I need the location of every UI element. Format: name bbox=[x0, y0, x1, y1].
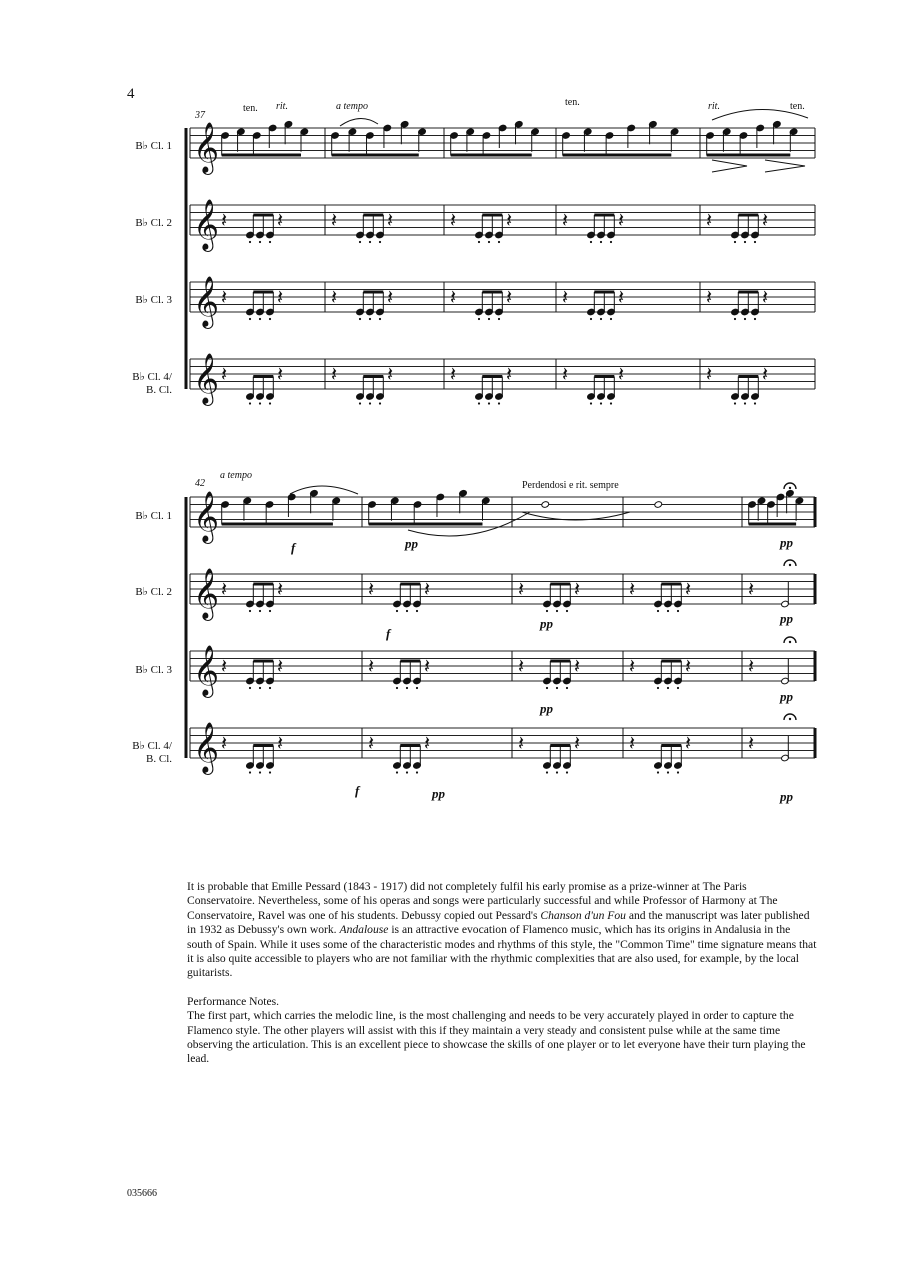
staccato-dot bbox=[259, 241, 261, 243]
staccato-dot bbox=[667, 687, 669, 689]
staccato-dot bbox=[249, 687, 251, 689]
fermata-dot bbox=[789, 718, 791, 720]
treble-clef: 𝄞 bbox=[193, 199, 220, 250]
staccato-dot bbox=[416, 771, 418, 773]
direction-ten-2: ten. bbox=[565, 97, 580, 108]
measure-number-42: 42 bbox=[195, 478, 205, 489]
quarter-rest: 𝄽 bbox=[277, 654, 284, 678]
quarter-rest: 𝄽 bbox=[221, 654, 228, 678]
quarter-rest: 𝄽 bbox=[277, 577, 284, 601]
instrument-label-cl2-2: B♭ Cl. 2 bbox=[135, 586, 172, 598]
quarter-rest: 𝄽 bbox=[618, 208, 625, 232]
fermata-dot bbox=[789, 487, 791, 489]
quarter-rest: 𝄽 bbox=[685, 654, 692, 678]
staccato-dot bbox=[744, 318, 746, 320]
staccato-dot bbox=[269, 241, 271, 243]
staccato-dot bbox=[754, 318, 756, 320]
dynamic-pp: pp bbox=[780, 611, 793, 626]
staccato-dot bbox=[269, 402, 271, 404]
staccato-dot bbox=[369, 402, 371, 404]
staccato-dot bbox=[590, 318, 592, 320]
catalog-code: 035666 bbox=[127, 1188, 157, 1199]
staccato-dot bbox=[754, 241, 756, 243]
instrument-label-cl1-2: B♭ Cl. 1 bbox=[135, 510, 172, 522]
staccato-dot bbox=[259, 318, 261, 320]
staccato-dot bbox=[249, 318, 251, 320]
quarter-rest: 𝄽 bbox=[368, 577, 375, 601]
staccato-dot bbox=[478, 402, 480, 404]
staccato-dot bbox=[667, 771, 669, 773]
quarter-rest: 𝄽 bbox=[450, 362, 457, 386]
staccato-dot bbox=[478, 318, 480, 320]
staccato-dot bbox=[498, 241, 500, 243]
staccato-dot bbox=[396, 771, 398, 773]
staccato-dot bbox=[744, 402, 746, 404]
staccato-dot bbox=[677, 610, 679, 612]
quarter-rest: 𝄽 bbox=[424, 731, 431, 755]
staccato-dot bbox=[379, 318, 381, 320]
staccato-dot bbox=[734, 241, 736, 243]
quarter-rest: 𝄽 bbox=[221, 285, 228, 309]
song-title: Andalouse bbox=[339, 923, 389, 937]
hairpin-decrescendo bbox=[765, 160, 805, 172]
staccato-dot bbox=[600, 402, 602, 404]
quarter-rest: 𝄽 bbox=[574, 654, 581, 678]
notes-text: It is probable that Emille Pessard (1843 - 1917) did not completely fulfil his early promise as a prize-winner at The Paris Conservatoire. Nevertheless, some of his operas and songs were particularly successful and while Professor of Harmony at The Conservatoire, Ravel was one of his students. Debussy copied out Pessard's bbox=[187, 880, 778, 922]
direction-rit-1: rit. bbox=[276, 101, 288, 112]
notes-heading: Performance Notes. bbox=[187, 994, 280, 1008]
page-number: 4 bbox=[127, 86, 135, 102]
dynamic-pp: pp bbox=[780, 789, 793, 804]
staccato-dot bbox=[488, 241, 490, 243]
quarter-rest: 𝄽 bbox=[277, 362, 284, 386]
quarter-rest: 𝄽 bbox=[221, 731, 228, 755]
quarter-rest: 𝄽 bbox=[221, 577, 228, 601]
quarter-rest: 𝄽 bbox=[368, 731, 375, 755]
dynamic-f: f bbox=[355, 783, 360, 798]
staccato-dot bbox=[546, 687, 548, 689]
quarter-rest: 𝄽 bbox=[706, 362, 713, 386]
staccato-dot bbox=[546, 771, 548, 773]
fermata-dot bbox=[789, 641, 791, 643]
staccato-dot bbox=[249, 771, 251, 773]
quarter-rest: 𝄽 bbox=[424, 654, 431, 678]
staccato-dot bbox=[566, 687, 568, 689]
dynamic-f: f bbox=[291, 540, 296, 555]
treble-clef: 𝄞 bbox=[193, 491, 220, 542]
measure-number-37: 37 bbox=[195, 110, 205, 121]
quarter-rest: 𝄽 bbox=[574, 577, 581, 601]
treble-clef: 𝄞 bbox=[193, 722, 220, 773]
staccato-dot bbox=[566, 610, 568, 612]
instrument-label-cl2: B♭ Cl. 2 bbox=[135, 217, 172, 229]
quarter-rest: 𝄽 bbox=[387, 208, 394, 232]
staccato-dot bbox=[259, 687, 261, 689]
staccato-dot bbox=[610, 318, 612, 320]
staccato-dot bbox=[610, 241, 612, 243]
staccato-dot bbox=[359, 241, 361, 243]
treble-clef: 𝄞 bbox=[193, 276, 220, 327]
staccato-dot bbox=[657, 687, 659, 689]
staccato-dot bbox=[734, 318, 736, 320]
quarter-rest: 𝄽 bbox=[518, 731, 525, 755]
staccato-dot bbox=[754, 402, 756, 404]
quarter-rest: 𝄽 bbox=[368, 654, 375, 678]
staccato-dot bbox=[498, 318, 500, 320]
staccato-dot bbox=[667, 610, 669, 612]
staccato-dot bbox=[259, 610, 261, 612]
staccato-dot bbox=[269, 610, 271, 612]
direction-rit-2: rit. bbox=[708, 101, 720, 112]
instrument-label-cl4: B♭ Cl. 4/ B. Cl. bbox=[132, 371, 172, 396]
instrument-label-cl3: B♭ Cl. 3 bbox=[135, 294, 172, 306]
direction-ten-3: ten. bbox=[790, 101, 805, 112]
quarter-rest: 𝄽 bbox=[618, 362, 625, 386]
dynamic-pp: pp bbox=[432, 786, 445, 801]
staccato-dot bbox=[657, 771, 659, 773]
notes-text: and the manuscript was later published in 1932 as Debussy's own work. bbox=[187, 908, 810, 937]
quarter-rest: 𝄽 bbox=[506, 285, 513, 309]
staccato-dot bbox=[566, 771, 568, 773]
quarter-rest: 𝄽 bbox=[450, 285, 457, 309]
slur bbox=[290, 486, 358, 494]
staccato-dot bbox=[369, 318, 371, 320]
staccato-dot bbox=[556, 687, 558, 689]
quarter-rest: 𝄽 bbox=[629, 731, 636, 755]
staccato-dot bbox=[677, 771, 679, 773]
quarter-rest: 𝄽 bbox=[450, 208, 457, 232]
staccato-dot bbox=[396, 610, 398, 612]
staccato-dot bbox=[478, 241, 480, 243]
instrument-label-cl4-2: B♭ Cl. 4/ B. Cl. bbox=[132, 740, 172, 765]
staccato-dot bbox=[657, 610, 659, 612]
quarter-rest: 𝄽 bbox=[618, 285, 625, 309]
quarter-rest: 𝄽 bbox=[277, 208, 284, 232]
staccato-dot bbox=[600, 318, 602, 320]
program-notes bbox=[187, 880, 817, 1081]
staccato-dot bbox=[269, 318, 271, 320]
slur bbox=[522, 512, 630, 520]
dynamic-f: f bbox=[386, 626, 391, 641]
staccato-dot bbox=[677, 687, 679, 689]
quarter-rest: 𝄽 bbox=[506, 208, 513, 232]
staccato-dot bbox=[590, 402, 592, 404]
fermata-dot bbox=[789, 564, 791, 566]
staccato-dot bbox=[488, 402, 490, 404]
score-layer bbox=[186, 109, 815, 775]
staccato-dot bbox=[379, 241, 381, 243]
treble-clef: 𝄞 bbox=[193, 645, 220, 696]
instrument-label-cl1: B♭ Cl. 1 bbox=[135, 140, 172, 152]
staccato-dot bbox=[744, 241, 746, 243]
quarter-rest: 𝄽 bbox=[762, 285, 769, 309]
staccato-dot bbox=[269, 687, 271, 689]
quarter-rest: 𝄽 bbox=[574, 731, 581, 755]
quarter-rest: 𝄽 bbox=[748, 731, 755, 755]
quarter-rest: 𝄽 bbox=[748, 654, 755, 678]
treble-clef: 𝄞 bbox=[193, 122, 220, 173]
quarter-rest: 𝄽 bbox=[629, 577, 636, 601]
quarter-rest: 𝄽 bbox=[562, 362, 569, 386]
staccato-dot bbox=[369, 241, 371, 243]
quarter-rest: 𝄽 bbox=[506, 362, 513, 386]
staccato-dot bbox=[249, 402, 251, 404]
quarter-rest: 𝄽 bbox=[685, 731, 692, 755]
staccato-dot bbox=[546, 610, 548, 612]
direction-a-tempo-1: a tempo bbox=[336, 101, 368, 112]
staccato-dot bbox=[488, 318, 490, 320]
quarter-rest: 𝄽 bbox=[762, 208, 769, 232]
notes-paragraph-2: The first part, which carries the melodic line, is the most challenging and needs to be very accurately played in order to capture the Flamenco style. The other players will assist with this if they maintain a very steady and consistent pulse while at the same time observing the articulation. This is an excellent piece to showcase the skills of one player or to let everyone have their turn playing the lead. bbox=[187, 1009, 806, 1066]
quarter-rest: 𝄽 bbox=[424, 577, 431, 601]
staccato-dot bbox=[259, 402, 261, 404]
quarter-rest: 𝄽 bbox=[762, 362, 769, 386]
staccato-dot bbox=[249, 610, 251, 612]
quarter-rest: 𝄽 bbox=[221, 208, 228, 232]
quarter-rest: 𝄽 bbox=[562, 208, 569, 232]
quarter-rest: 𝄽 bbox=[706, 285, 713, 309]
staccato-dot bbox=[734, 402, 736, 404]
dynamic-pp: pp bbox=[405, 536, 418, 551]
dynamic-pp: pp bbox=[540, 701, 553, 716]
staccato-dot bbox=[416, 610, 418, 612]
staccato-dot bbox=[359, 318, 361, 320]
quarter-rest: 𝄽 bbox=[629, 654, 636, 678]
direction-a-tempo-2: a tempo bbox=[220, 470, 252, 481]
staccato-dot bbox=[379, 402, 381, 404]
staccato-dot bbox=[406, 687, 408, 689]
instrument-label-cl3-2: B♭ Cl. 3 bbox=[135, 664, 172, 676]
quarter-rest: 𝄽 bbox=[685, 577, 692, 601]
staccato-dot bbox=[406, 771, 408, 773]
quarter-rest: 𝄽 bbox=[748, 577, 755, 601]
treble-clef: 𝄞 bbox=[193, 568, 220, 619]
dynamic-pp: pp bbox=[540, 616, 553, 631]
quarter-rest: 𝄽 bbox=[221, 362, 228, 386]
quarter-rest: 𝄽 bbox=[387, 362, 394, 386]
staccato-dot bbox=[249, 241, 251, 243]
treble-clef: 𝄞 bbox=[193, 353, 220, 404]
quarter-rest: 𝄽 bbox=[277, 731, 284, 755]
staccato-dot bbox=[269, 771, 271, 773]
dynamic-pp: pp bbox=[780, 535, 793, 550]
staccato-dot bbox=[259, 771, 261, 773]
notehead bbox=[541, 501, 550, 509]
quarter-rest: 𝄽 bbox=[518, 654, 525, 678]
staccato-dot bbox=[610, 402, 612, 404]
staccato-dot bbox=[359, 402, 361, 404]
staccato-dot bbox=[416, 687, 418, 689]
direction-ten-1: ten. bbox=[243, 103, 258, 114]
notes-paragraph-1 bbox=[187, 880, 817, 981]
notehead bbox=[654, 501, 663, 509]
staccato-dot bbox=[556, 610, 558, 612]
quarter-rest: 𝄽 bbox=[331, 208, 338, 232]
slur bbox=[340, 118, 378, 126]
staccato-dot bbox=[498, 402, 500, 404]
quarter-rest: 𝄽 bbox=[518, 577, 525, 601]
dynamic-pp: pp bbox=[780, 689, 793, 704]
quarter-rest: 𝄽 bbox=[331, 362, 338, 386]
staccato-dot bbox=[406, 610, 408, 612]
quarter-rest: 𝄽 bbox=[331, 285, 338, 309]
quarter-rest: 𝄽 bbox=[387, 285, 394, 309]
staccato-dot bbox=[600, 241, 602, 243]
song-title: Chanson d'un Fou bbox=[540, 908, 626, 922]
notes-text: is an attractive evocation of Flamenco music, which has its origins in Andalusia in the south of Spain. While it uses some of the characteristic modes and rhythms of this style, the "Common Time" time signature means that it is also quite accessible to players who are not familiar with the rhythmic complexities that are also used, for example, by the local guitarists. bbox=[187, 923, 817, 980]
staccato-dot bbox=[556, 771, 558, 773]
staccato-dot bbox=[590, 241, 592, 243]
quarter-rest: 𝄽 bbox=[277, 285, 284, 309]
hairpin-crescendo bbox=[712, 160, 747, 172]
direction-perdendosi: Perdendosi e rit. sempre bbox=[522, 480, 619, 491]
quarter-rest: 𝄽 bbox=[706, 208, 713, 232]
staccato-dot bbox=[396, 687, 398, 689]
quarter-rest: 𝄽 bbox=[562, 285, 569, 309]
